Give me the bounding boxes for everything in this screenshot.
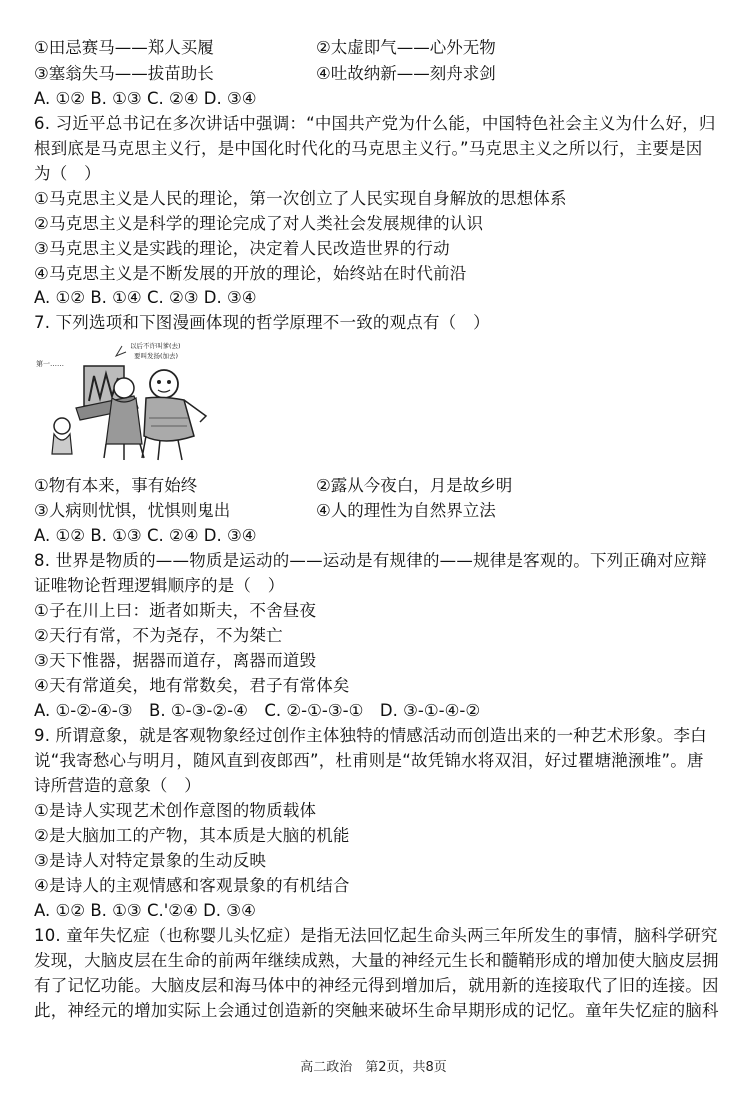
q6-option-4: ④马克思主义是不断发展的开放的理论，始终站在时代前沿 xyxy=(34,264,467,283)
cartoon-bubble-line-1: 以后不许叫爹(去) xyxy=(130,342,181,350)
q8-answer-choices: A. ①-②-④-③ B. ①-③-②-④ C. ②-①-③-① D. ③-①-④-② xyxy=(34,701,481,720)
q8-stem-line-1: 8. 世界是物质的——物质是运动的——运动是有规律的——规律是客观的。下列正确对应辩 xyxy=(34,551,707,570)
q7-stem: 7. 下列选项和下图漫画体现的哲学原理不一致的观点有（ ） xyxy=(34,313,490,332)
q8-option-3: ③天下惟器，据器而道存，离器而道毁 xyxy=(34,651,317,670)
q6-option-2: ②马克思主义是科学的理论完成了对人类社会发展规律的认识 xyxy=(34,214,484,233)
q9-answer-choices: A. ①② B. ①③ C.'②④ D. ③④ xyxy=(34,901,256,920)
q5-option-1: ①田忌赛马——郑人买履 xyxy=(34,38,214,57)
q10-stem-line-2: 发现，大脑皮层在生命的前两年继续成熟，大量的神经元生长和髓鞘形成的增加使大脑皮层拥 xyxy=(34,951,719,970)
q7-option-row-1 xyxy=(34,476,735,496)
q5-option-4: ④吐故纳新——刻舟求剑 xyxy=(316,64,496,83)
q7-option-2: ②露从今夜白，月是故乡明 xyxy=(316,476,513,495)
q5-option-row-2 xyxy=(34,64,735,84)
q7-option-3: ③人病则忧惧，忧惧则鬼出 xyxy=(34,501,231,520)
q5-option-3: ③塞翁失马——拔苗助长 xyxy=(34,64,214,83)
q6-stem-line-2: 根到底是马克思主义行，是中国化时代化的马克思主义行。”马克思主义之所以行，主要是因 xyxy=(34,139,703,158)
q8-option-2: ②天行有常，不为尧存，不为桀亡 xyxy=(34,626,283,645)
cartoon-illustration xyxy=(34,336,234,466)
q7-option-4: ④人的理性为自然界立法 xyxy=(316,501,496,520)
q7-option-row-2 xyxy=(34,501,735,521)
q6-option-1: ①马克思主义是人民的理论，第一次创立了人民实现自身解放的思想体系 xyxy=(34,189,567,208)
q9-stem-line-1: 9. 所谓意象，就是客观物象经过创作主体独特的情感活动而创造出来的一种艺术形象。李白 xyxy=(34,726,707,745)
q9-option-2: ②是大脑加工的产物，其本质是大脑的机能 xyxy=(34,826,350,845)
q9-option-4: ④是诗人的主观情感和客观景象的有机结合 xyxy=(34,876,350,895)
q6-stem-line-1: 6. 习近平总书记在多次讲话中强调：“中国共产党为什么能，中国特色社会主义为什么好，归 xyxy=(34,114,716,133)
q5-answer-choices: A. ①② B. ①③ C. ②④ D. ③④ xyxy=(34,89,257,108)
cartoon-caption: 第一…… xyxy=(36,360,64,368)
q6-answer-choices: A. ①② B. ①④ C. ②③ D. ③④ xyxy=(34,288,257,307)
q10-stem-line-4: 此，神经元的增加实际上会通过创造新的突触来破坏生命早期形成的记忆。童年失忆症的脑科 xyxy=(34,1001,719,1020)
q7-answer-choices: A. ①② B. ①③ C. ②④ D. ③④ xyxy=(34,526,257,545)
q7-cartoon xyxy=(34,336,234,466)
q9-stem-line-2: 说“我寄愁心与明月，随风直到夜郎西”，杜甫则是“故凭锦水将双泪，好过瞿塘滟滪堆”。唐 xyxy=(34,751,704,770)
q6-stem-line-3: 为（ ） xyxy=(34,164,101,183)
q9-option-1: ①是诗人实现艺术创作意图的物质载体 xyxy=(34,801,317,820)
q8-option-1: ①子在川上曰：逝者如斯夫，不舍昼夜 xyxy=(34,601,317,620)
q9-stem-line-3: 诗所营造的意象（ ） xyxy=(34,776,201,795)
q5-option-2: ②太虚即气——心外无物 xyxy=(316,38,496,57)
q7-option-1: ①物有本来，事有始终 xyxy=(34,476,198,495)
q8-stem-line-2: 证唯物论哲理逻辑顺序的是（ ） xyxy=(34,576,285,595)
q8-option-4: ④天有常道矣，地有常数矣，君子有常体矣 xyxy=(34,676,350,695)
q10-stem-line-3: 有了记忆功能。大脑皮层和海马体中的神经元得到增加后，就用新的连接取代了旧的连接。因 xyxy=(34,976,719,995)
cartoon-bubble-line-2: 要叫发扬(加去) xyxy=(134,352,179,360)
q6-option-3: ③马克思主义是实践的理论，决定着人民改造世界的行动 xyxy=(34,239,450,258)
q10-stem-line-1: 10. 童年失忆症（也称婴儿头忆症）是指无法回忆起生命头两三年所发生的事情，脑科学研究 xyxy=(34,926,718,945)
q9-option-3: ③是诗人对特定景象的生动反映 xyxy=(34,851,267,870)
page-footer: 高二政治 第2页，共8页 xyxy=(300,1060,447,1075)
q5-option-row-1 xyxy=(34,38,735,58)
